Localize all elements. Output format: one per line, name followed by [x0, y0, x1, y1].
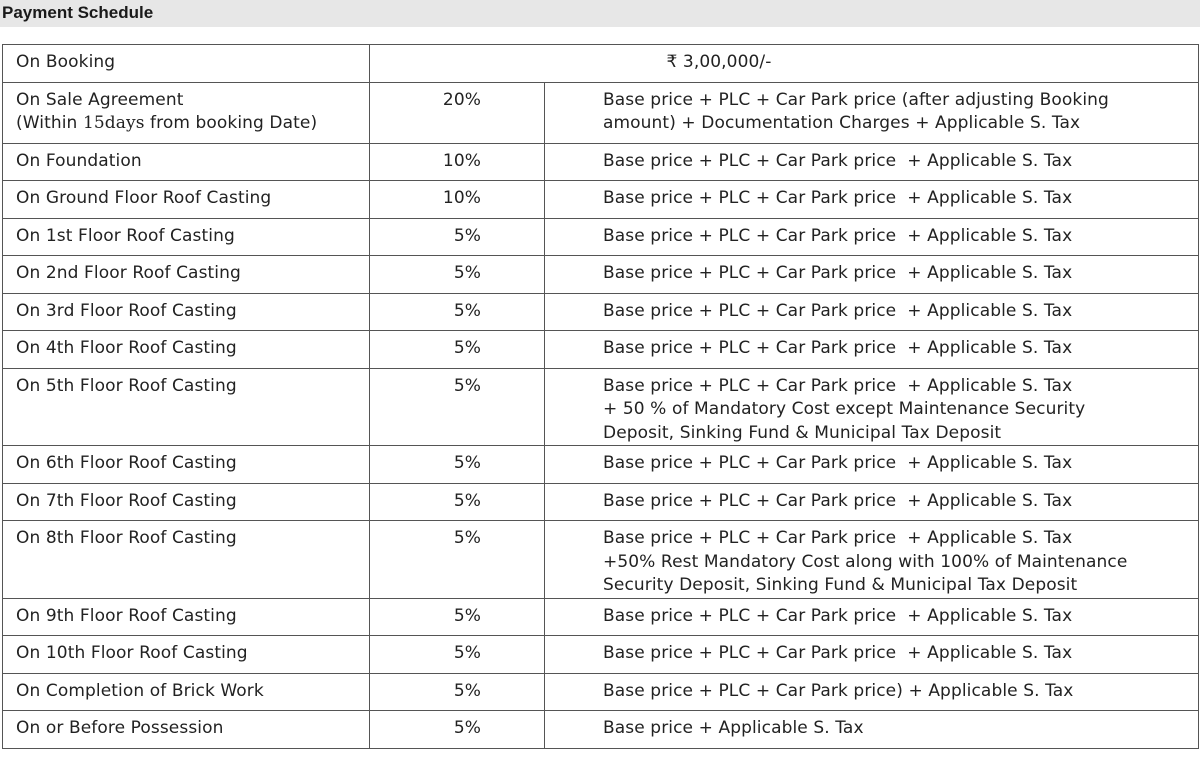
stage-cell: On Booking — [3, 45, 370, 83]
percent-cell: 10% — [370, 181, 545, 219]
description-cell: Base price + PLC + Car Park price + Applicable S. Tax — [545, 218, 1199, 256]
stage-cell: On 7th Floor Roof Casting — [3, 483, 370, 521]
table-row — [3, 293, 1199, 331]
table-row — [3, 598, 1199, 636]
description-cell: Base price + PLC + Car Park price) + Applicable S. Tax — [545, 673, 1199, 711]
percent-cell: 5% — [370, 636, 545, 674]
stage-note-days: 15days — [82, 113, 145, 133]
table-row — [3, 181, 1199, 219]
description-cell: Base price + PLC + Car Park price + Applicable S. Tax — [545, 143, 1199, 181]
description-cell: Base price + PLC + Car Park price + Applicable S. Tax — [545, 446, 1199, 484]
percent-cell: 5% — [370, 218, 545, 256]
stage-cell: On 6th Floor Roof Casting — [3, 446, 370, 484]
stage-cell: On Completion of Brick Work — [3, 673, 370, 711]
table-row — [3, 143, 1199, 181]
stage-cell: On 2nd Floor Roof Casting — [3, 256, 370, 294]
table-row — [3, 446, 1199, 484]
percent-cell: 5% — [370, 293, 545, 331]
stage-cell: On 8th Floor Roof Casting — [3, 521, 370, 599]
stage-label: On Sale Agreement — [16, 89, 184, 110]
stage-cell: On Foundation — [3, 143, 370, 181]
booking-amount: ₹ 3,00,000/- — [370, 45, 1199, 83]
description-cell: Base price + Applicable S. Tax — [545, 711, 1199, 749]
table-row-sale-agreement — [3, 82, 1199, 143]
table-row — [3, 256, 1199, 294]
table-row — [3, 521, 1199, 599]
description-cell: Base price + PLC + Car Park price (after adjusting Booking amount) + Documentation Charges + Applicable S. Tax — [545, 82, 1199, 143]
percent-cell: 5% — [370, 446, 545, 484]
table-row — [3, 483, 1199, 521]
stage-cell: On 9th Floor Roof Casting — [3, 598, 370, 636]
payment-schedule-table — [2, 44, 1199, 749]
percent-cell: 5% — [370, 368, 545, 446]
percent-cell: 5% — [370, 521, 545, 599]
description-cell: Base price + PLC + Car Park price + Applicable S. Tax — [545, 483, 1199, 521]
percent-cell: 5% — [370, 673, 545, 711]
table-row-booking — [3, 45, 1199, 83]
description-cell: Base price + PLC + Car Park price + Applicable S. Tax +50% Rest Mandatory Cost along with 100% of Maintenance Security Deposit, Sinking Fund & Municipal Tax Deposit — [545, 521, 1199, 599]
description-cell: Base price + PLC + Car Park price + Applicable S. Tax + 50 % of Mandatory Cost except Maintenance Security Deposit, Sinking Fund & Municipal Tax Deposit — [545, 368, 1199, 446]
percent-cell: 5% — [370, 483, 545, 521]
stage-note-suffix: from booking Date) — [144, 113, 318, 133]
percent-cell: 5% — [370, 598, 545, 636]
percent-cell: 5% — [370, 331, 545, 369]
stage-cell: On 1st Floor Roof Casting — [3, 218, 370, 256]
percent-cell: 20% — [370, 82, 545, 143]
description-cell: Base price + PLC + Car Park price + Applicable S. Tax — [545, 331, 1199, 369]
stage-cell: On 4th Floor Roof Casting — [3, 331, 370, 369]
description-cell: Base price + PLC + Car Park price + Applicable S. Tax — [545, 256, 1199, 294]
percent-cell: 10% — [370, 143, 545, 181]
page-title: Payment Schedule — [2, 3, 154, 22]
stage-note-prefix: (Within — [16, 113, 83, 133]
table-row — [3, 636, 1199, 674]
stage-cell — [3, 82, 370, 143]
stage-cell: On or Before Possession — [3, 711, 370, 749]
stage-cell: On 10th Floor Roof Casting — [3, 636, 370, 674]
description-cell: Base price + PLC + Car Park price + Applicable S. Tax — [545, 598, 1199, 636]
header-bar — [0, 0, 1200, 27]
stage-cell: On 5th Floor Roof Casting — [3, 368, 370, 446]
description-cell: Base price + PLC + Car Park price + Applicable S. Tax — [545, 181, 1199, 219]
description-cell: Base price + PLC + Car Park price + Applicable S. Tax — [545, 293, 1199, 331]
stage-cell: On 3rd Floor Roof Casting — [3, 293, 370, 331]
percent-cell: 5% — [370, 256, 545, 294]
table-row — [3, 711, 1199, 749]
stage-cell: On Ground Floor Roof Casting — [3, 181, 370, 219]
description-cell: Base price + PLC + Car Park price + Applicable S. Tax — [545, 636, 1199, 674]
percent-cell: 5% — [370, 711, 545, 749]
table-row — [3, 331, 1199, 369]
table-row — [3, 673, 1199, 711]
table-row — [3, 368, 1199, 446]
table-row — [3, 218, 1199, 256]
